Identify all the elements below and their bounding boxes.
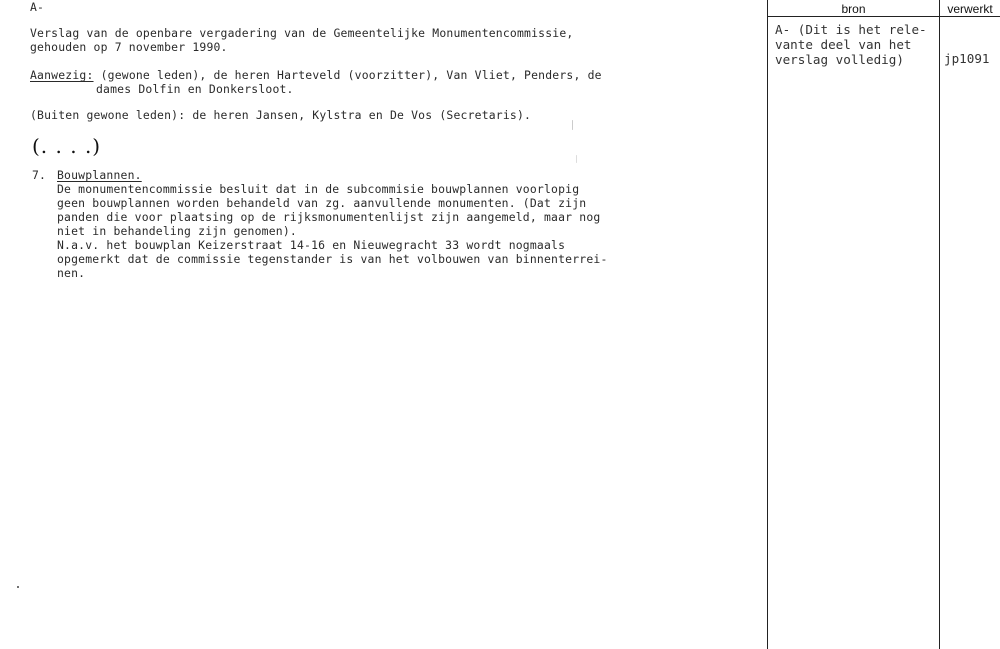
verwerkt-left-rule <box>939 0 940 649</box>
others-line: (Buiten gewone leden): de heren Jansen, Kylstra en De Vos (Secretaris). <box>30 108 532 122</box>
item-line: panden die voor plaatsing op de rijksmonumentenlijst zijn aangemeld, maar nog <box>57 210 601 224</box>
scan-speck <box>576 155 577 163</box>
item-line: geen bouwplannen worden behandeld van zg. aanvullende monumenten. (Dat zijn <box>57 196 587 210</box>
report-title-line-2: gehouden op 7 november 1990. <box>30 40 228 54</box>
item-body <box>57 182 608 280</box>
item-heading: Bouwplannen. <box>57 168 142 182</box>
verwerkt-code: jp1091 <box>944 51 990 66</box>
item-line: N.a.v. het bouwplan Keizerstraat 14-16 en Nieuwegracht 33 wordt nogmaals <box>57 238 566 252</box>
bron-note-line: vante deel van het <box>775 37 912 52</box>
header-rule <box>767 16 1000 17</box>
bron-note-line: verslag volledig) <box>775 52 904 67</box>
top-marker: A- <box>30 0 45 14</box>
item-line: opgemerkt dat de commissie tegenstander is van het volbouwen van binnenterrei- <box>57 252 608 266</box>
item-line: niet in behandeling zijn genomen). <box>57 224 297 238</box>
attendance-line-1 <box>30 68 602 82</box>
attendance-line-2: dames Dolfin en Donkersloot. <box>96 82 294 96</box>
bron-header: bron <box>841 2 866 16</box>
bron-note <box>775 22 927 67</box>
report-title-line-1: Verslag van de openbare vergadering van de Gemeentelijke Monumentencommissie, <box>30 26 574 40</box>
scan-speck <box>17 586 19 588</box>
handwritten-ellipsis: (. . . .) <box>32 134 102 158</box>
bron-note-line: A- (Dit is het rele- <box>775 22 927 37</box>
item-number: 7. <box>32 168 47 182</box>
item-line: nen. <box>57 266 86 280</box>
item-line: De monumentencommissie besluit dat in de subcommisie bouwplannen voorlopig <box>57 182 580 196</box>
present-label: Aanwezig: <box>30 68 94 82</box>
verwerkt-header: verwerkt <box>947 2 993 16</box>
present-text-1: (gewone leden), de heren Harteveld (voorzitter), Van Vliet, Penders, de <box>93 68 602 82</box>
scan-speck <box>572 120 573 130</box>
bron-left-rule <box>767 0 768 649</box>
